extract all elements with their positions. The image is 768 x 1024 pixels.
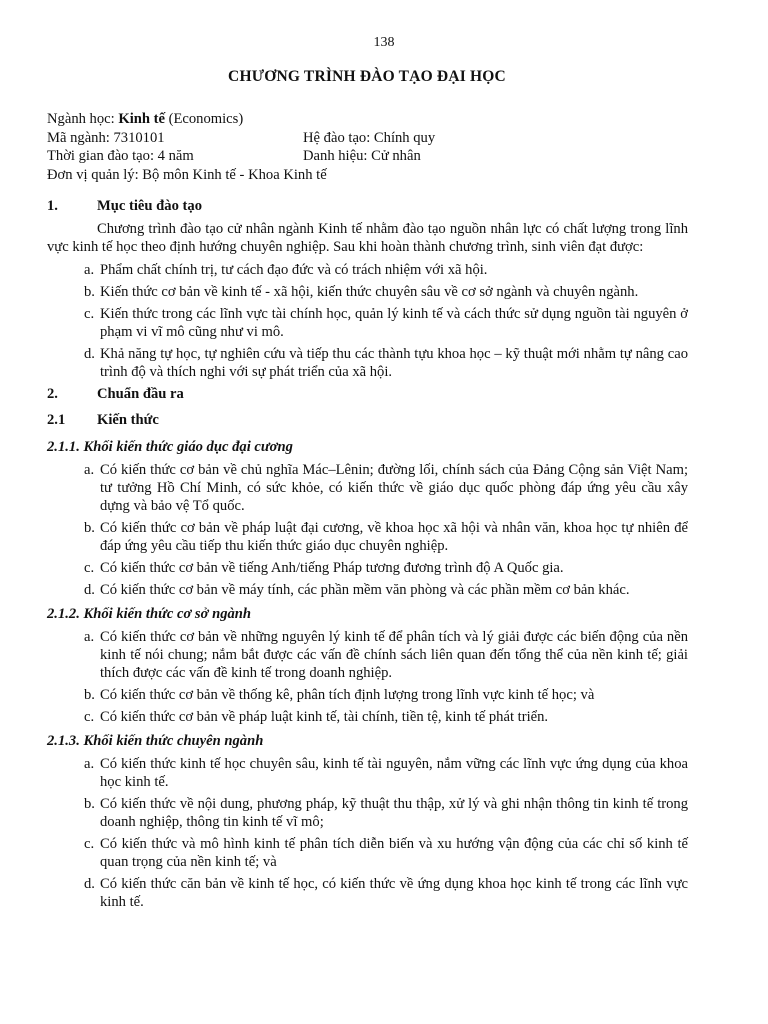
list-item [47, 708, 688, 726]
item-label: d. [84, 346, 95, 362]
item-label: d. [84, 876, 95, 892]
item-text: Có kiến thức cơ bản về những nguyên lý kinh tế để phân tích và lý giải được các biến động của nền kinh tế nói chung; nắm bắt được các vấn đề chính sách liên quan đến tổng thể của nền kinh tế; giải thích được các vấn đề kinh tế trong doanh nghiệp. [100, 629, 688, 681]
item-label: a. [84, 629, 95, 645]
list-item [47, 261, 688, 279]
item-label: c. [84, 709, 95, 725]
item-text: Có kiến thức căn bản về kinh tế học, có kiến thức về ứng dụng khoa học kinh tế trong các lĩnh vực kinh tế. [100, 876, 688, 910]
item-text: Có kiến thức cơ bản về chủ nghĩa Mác–Lênin; đường lối, chính sách của Đảng Cộng sản Việt Nam; tư tưởng Hồ Chí Minh, có sức khỏe, có kiến thức về giáo dục quốc phòng đáp ứng yêu cầu xây dựng và bảo vệ Tổ quốc. [100, 462, 688, 514]
item-label: a. [84, 462, 95, 478]
training-duration: Thời gian đào tạo: 4 năm [47, 148, 194, 164]
section-number: 2. [47, 386, 58, 402]
item-text: Có kiến thức cơ bản về máy tính, các phần mềm văn phòng và các phần mềm cơ bản khác. [100, 582, 630, 598]
major-value: Kinh tế [118, 111, 165, 127]
section-number: 2.1 [47, 412, 66, 428]
section-2-1-heading [47, 411, 688, 429]
list-item [47, 835, 688, 871]
list-item [47, 559, 688, 577]
item-label: c. [84, 560, 95, 576]
list-item [47, 283, 688, 301]
list-item [47, 305, 688, 341]
list-item [47, 686, 688, 704]
item-text: Khả năng tự học, tự nghiên cứu và tiếp thu các thành tựu khoa học – kỹ thuật mới nhằm tự nâng cao trình độ và thích nghi với sự phát triển của xã hội. [100, 346, 688, 380]
section-2-heading [47, 385, 688, 403]
section-title: Mục tiêu đào tạo [97, 198, 202, 214]
item-text: Có kiến thức cơ bản về thống kê, phân tích định lượng trong lĩnh vực kinh tế học; và [100, 687, 595, 703]
list-item [47, 795, 688, 831]
specialized-knowledge-list [47, 755, 688, 911]
duration-row [47, 147, 687, 166]
item-label: b. [84, 284, 95, 300]
item-label: a. [84, 262, 95, 278]
objective-paragraph: Chương trình đào tạo cử nhân ngành Kinh tế nhằm đào tạo nguồn nhân lực có chất lượng trong lĩnh vực kinh tế học theo định hướng chuyên nghiệp. Sau khi hoàn thành chương trình, sinh viên đạt được: [47, 221, 688, 255]
foundation-knowledge-list [47, 628, 688, 726]
item-label: a. [84, 756, 95, 772]
code-row [47, 129, 687, 148]
page-number: 138 [373, 35, 395, 50]
item-label: c. [84, 836, 95, 852]
subsection-2-1-3-heading: 2.1.3. Khối kiến thức chuyên ngành [47, 733, 264, 749]
major-english: (Economics) [164, 111, 244, 127]
general-knowledge-list [47, 461, 688, 599]
subsection-2-1-1-heading: 2.1.1. Khối kiến thức giáo dục đại cương [47, 439, 293, 455]
item-text: Có kiến thức cơ bản về pháp luật kinh tế, tài chính, tiền tệ, kinh tế phát triển. [100, 709, 549, 725]
section-title: Kiến thức [97, 412, 159, 428]
item-text: Kiến thức cơ bản về kinh tế - xã hội, kiến thức chuyên sâu về cơ sở ngành và chuyên ngành. [100, 284, 639, 300]
item-text: Kiến thức trong các lĩnh vực tài chính học, quản lý kinh tế và cách thức sử dụng nguồn tài nguyên ở phạm vi vĩ mô cũng như vi mô. [100, 306, 688, 340]
item-text: Có kiến thức kinh tế học chuyên sâu, kinh tế tài nguyên, nắm vững các lĩnh vực ứng dụng của khoa học kinh tế. [100, 756, 688, 790]
document-title: CHƯƠNG TRÌNH ĐÀO TẠO ĐẠI HỌC [228, 68, 506, 85]
program-info [47, 110, 687, 184]
major-label: Ngành học: [47, 111, 119, 127]
section-number: 1. [47, 198, 58, 214]
major-row [47, 110, 687, 129]
subsection-2-1-2-heading: 2.1.2. Khối kiến thức cơ sở ngành [47, 606, 252, 622]
list-item [47, 461, 688, 515]
list-item [47, 755, 688, 791]
section-title: Chuẩn đầu ra [97, 386, 184, 402]
item-label: b. [84, 520, 95, 536]
document-body [47, 197, 688, 915]
item-label: b. [84, 796, 95, 812]
unit-row [47, 166, 687, 185]
item-text: Có kiến thức cơ bản về pháp luật đại cương, về khoa học xã hội và nhân văn, khoa học tự nhiên để đáp ứng yêu cầu tiếp thu kiến thức giáo dục chuyên nghiệp. [100, 520, 688, 554]
major-code: Mã ngành: 7310101 [47, 129, 165, 146]
list-item [47, 519, 688, 555]
list-item [47, 345, 688, 381]
item-text: Có kiến thức về nội dung, phương pháp, kỹ thuật thu thập, xử lý và ghi nhận thông tin kinh tế trong doanh nghiệp, thông tin kinh tế vĩ mô; [100, 796, 688, 830]
list-item [47, 628, 688, 682]
item-text: Phẩm chất chính trị, tư cách đạo đức và có trách nhiệm với xã hội. [100, 262, 488, 278]
item-text: Có kiến thức và mô hình kinh tế phân tích diễn biến và xu hướng vận động của các chỉ số kinh tế quan trọng của nền kinh tế; và [100, 836, 688, 870]
section-1-heading [47, 197, 688, 215]
item-text: Có kiến thức cơ bản về tiếng Anh/tiếng Pháp tương đương trình độ A Quốc gia. [100, 560, 564, 576]
managing-unit: Đơn vị quản lý: Bộ môn Kinh tế - Khoa Kinh tế [47, 166, 327, 183]
item-label: b. [84, 687, 95, 703]
training-mode: Hệ đào tạo: Chính quy [303, 129, 436, 146]
objective-list [47, 261, 688, 381]
list-item [47, 875, 688, 911]
item-label: d. [84, 582, 95, 598]
degree-title: Danh hiệu: Cử nhân [303, 148, 421, 164]
list-item [47, 581, 688, 599]
item-label: c. [84, 306, 95, 322]
